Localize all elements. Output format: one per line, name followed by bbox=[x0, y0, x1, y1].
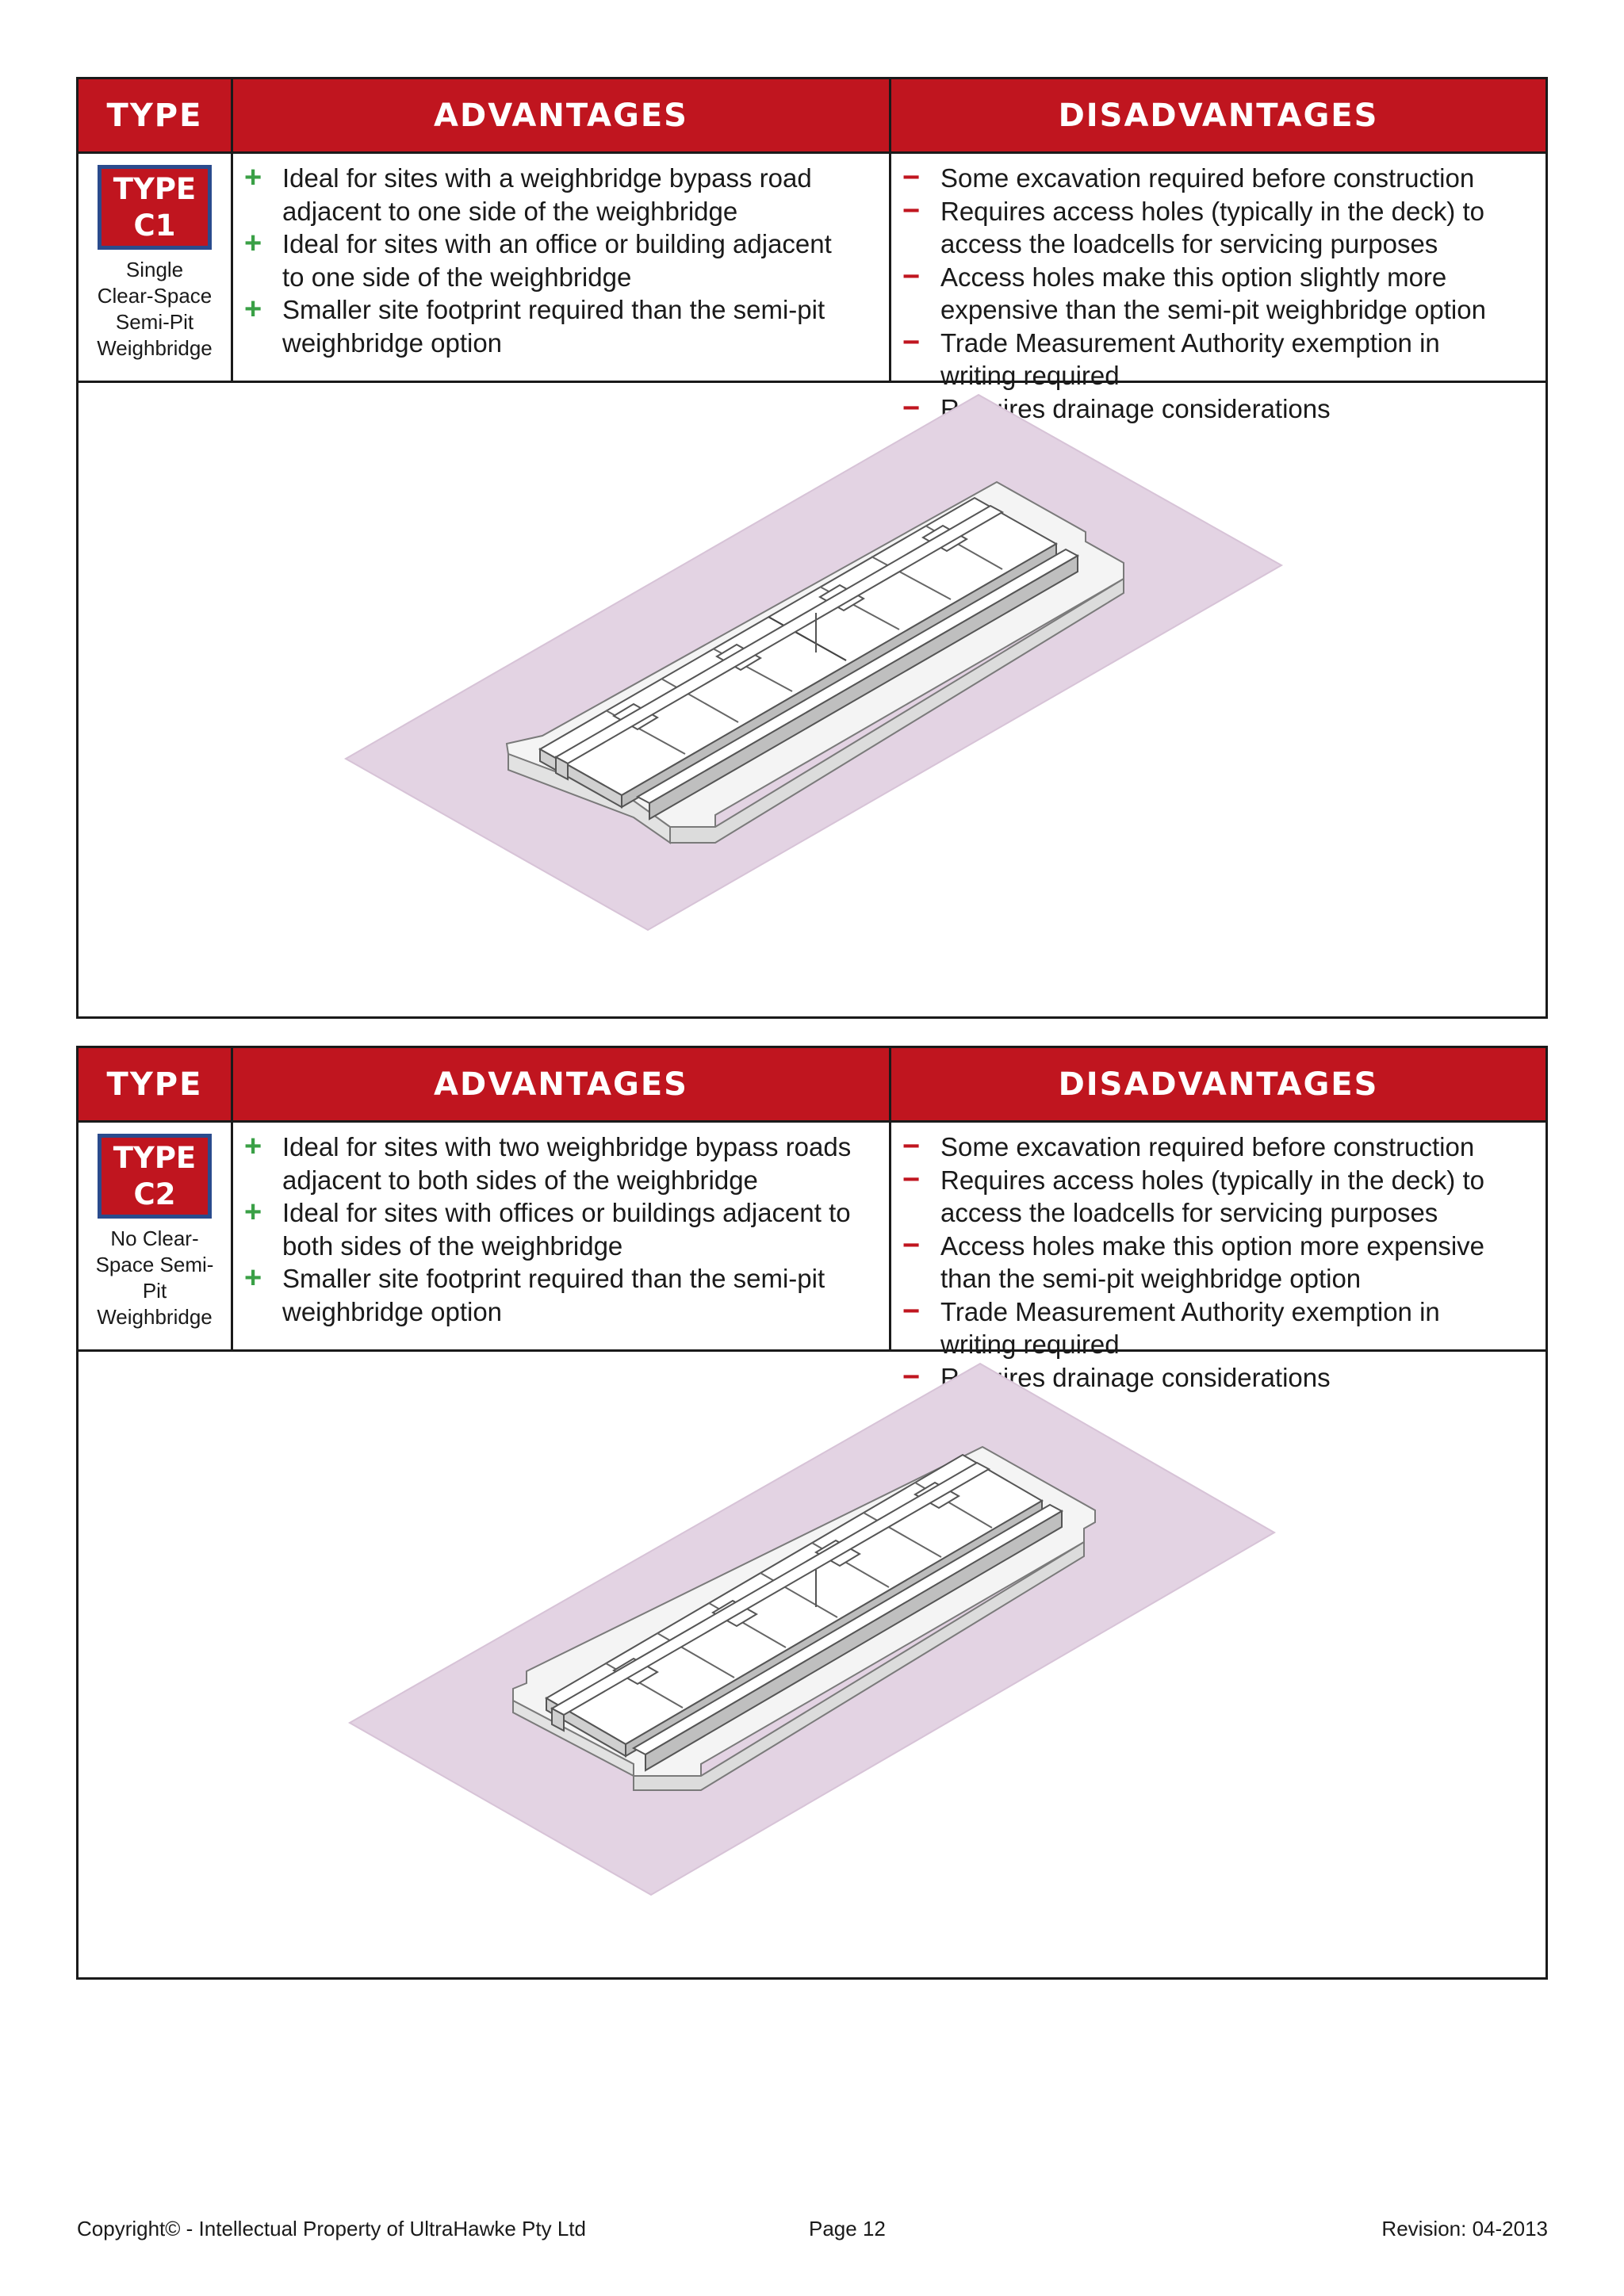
type-badge-label: TYPE bbox=[113, 171, 197, 206]
disadvantage-item: − Requires drainage considerations bbox=[902, 1360, 1331, 1394]
weighbridge-isometric-icon bbox=[79, 1352, 1545, 1899]
weighbridge-diagram bbox=[79, 383, 1545, 1016]
plus-icon: + bbox=[244, 293, 262, 326]
table-body-row bbox=[79, 154, 1545, 425]
table-header bbox=[79, 1048, 1545, 1123]
weighbridge-isometric-icon bbox=[79, 383, 1545, 938]
plus-icon: + bbox=[244, 1196, 262, 1229]
type-badge bbox=[98, 1134, 212, 1219]
type-description-line: Clear-Space bbox=[97, 284, 213, 308]
table-header bbox=[79, 79, 1545, 154]
disadvantage-item: − Requires access holes (typically in the deck) to access the loadcells for servicing purposes bbox=[902, 193, 1484, 258]
type-badge bbox=[98, 165, 212, 250]
disadvantage-item: − Trade Measurement Authority exemption in writing required bbox=[902, 325, 1440, 390]
minus-icon: − bbox=[902, 259, 921, 293]
plus-icon: + bbox=[244, 1261, 262, 1295]
type-description-line: Space Semi- bbox=[95, 1253, 214, 1276]
type-badge-label: TYPE bbox=[113, 1140, 197, 1175]
type-badge-code: C2 bbox=[133, 1177, 176, 1211]
disadvantage-item: − Some excavation required before construction bbox=[902, 1130, 1475, 1163]
comparison-table-c1 bbox=[76, 77, 1548, 1019]
advantage-item: + Ideal for sites with a weighbridge bypass road adjacent to one side of the weighbridge bbox=[244, 161, 812, 226]
plus-icon: + bbox=[244, 161, 262, 194]
type-description-line: Pit bbox=[142, 1279, 167, 1303]
header-type: TYPE bbox=[106, 1066, 203, 1103]
header-disadvantages: DISADVANTAGES bbox=[1058, 97, 1379, 134]
type-description-line: No Clear- bbox=[110, 1226, 199, 1250]
advantages-list bbox=[233, 162, 883, 359]
type-description-line: Single bbox=[125, 258, 184, 281]
minus-icon: − bbox=[902, 1228, 921, 1262]
plus-icon: + bbox=[244, 1130, 262, 1163]
advantage-item: + Ideal for sites with offices or buildings adjacent to both sides of the weighbridge bbox=[244, 1196, 851, 1261]
type-description-line: Weighbridge bbox=[97, 1305, 213, 1329]
type-description-line: Semi-Pit bbox=[115, 310, 194, 334]
type-description bbox=[79, 257, 231, 362]
footer-revision: Revision: 04-2013 bbox=[1381, 2217, 1548, 2241]
advantage-item: + Ideal for sites with two weighbridge bypass roads adjacent to both sides of the weighbridge bbox=[244, 1130, 852, 1195]
header-advantages: ADVANTAGES bbox=[434, 97, 688, 134]
header-type: TYPE bbox=[106, 97, 203, 134]
minus-icon: − bbox=[902, 193, 921, 228]
footer-copyright: Copyright© - Intellectual Property of UltraHawke Pty Ltd bbox=[77, 2217, 586, 2241]
disadvantage-item: − Access holes make this option more expensive than the semi-pit weighbridge option bbox=[902, 1228, 1485, 1293]
header-advantages: ADVANTAGES bbox=[434, 1066, 688, 1103]
weighbridge-diagram bbox=[79, 1352, 1545, 1977]
minus-icon: − bbox=[902, 1294, 921, 1328]
advantage-item: + Ideal for sites with an office or building adjacent to one side of the weighbridge bbox=[244, 227, 832, 292]
type-description-line: Weighbridge bbox=[97, 336, 213, 360]
minus-icon: − bbox=[902, 391, 921, 425]
footer-page-number: Page 12 bbox=[809, 2217, 886, 2241]
type-description bbox=[79, 1226, 231, 1330]
disadvantage-item: − Some excavation required before construction bbox=[902, 161, 1475, 194]
minus-icon: − bbox=[902, 161, 921, 194]
disadvantage-item: − Trade Measurement Authority exemption in writing required bbox=[902, 1294, 1440, 1359]
minus-icon: − bbox=[902, 325, 921, 359]
comparison-table-c2 bbox=[76, 1046, 1548, 1980]
type-badge-code: C1 bbox=[133, 208, 176, 243]
minus-icon: − bbox=[902, 1130, 921, 1163]
disadvantage-item: − Requires access holes (typically in the deck) to access the loadcells for servicing purposes bbox=[902, 1162, 1484, 1227]
advantage-item: + Smaller site footprint required than the semi-pit weighbridge option bbox=[244, 1261, 825, 1326]
table-body-row bbox=[79, 1123, 1545, 1394]
minus-icon: − bbox=[902, 1162, 921, 1196]
disadvantage-item: − Access holes make this option slightly more expensive than the semi-pit weighbridge option bbox=[902, 259, 1486, 324]
minus-icon: − bbox=[902, 1360, 921, 1394]
advantages-list bbox=[233, 1131, 883, 1328]
header-disadvantages: DISADVANTAGES bbox=[1058, 1066, 1379, 1103]
plus-icon: + bbox=[244, 227, 262, 260]
advantage-item: + Smaller site footprint required than the semi-pit weighbridge option bbox=[244, 293, 825, 358]
disadvantage-item: − Requires drainage considerations bbox=[902, 391, 1331, 425]
